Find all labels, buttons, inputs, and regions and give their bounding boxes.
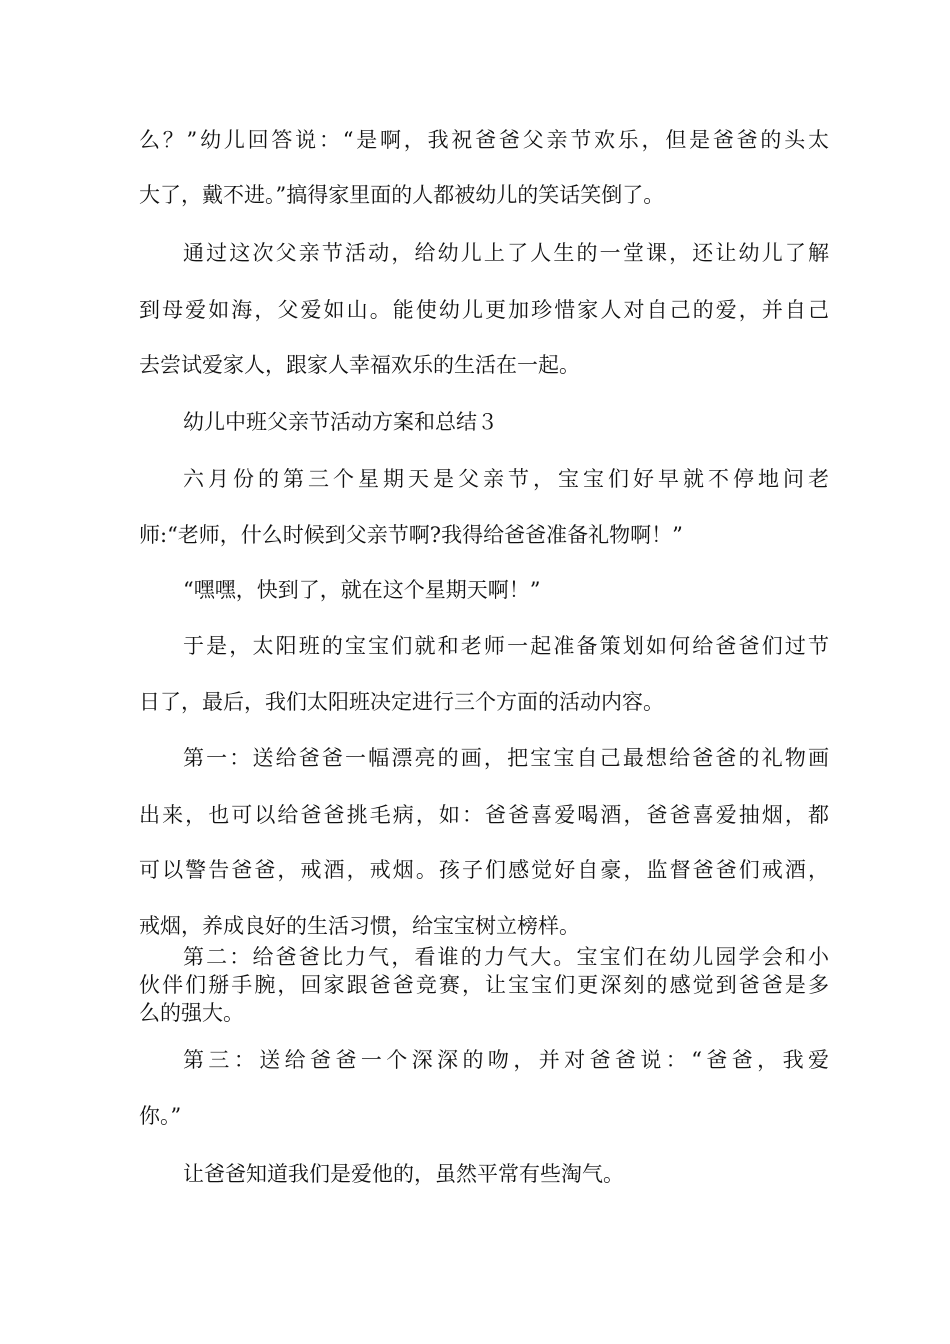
text-line: 日了，最后，我们太阳班决定进行三个方面的活动内容。 bbox=[139, 690, 664, 714]
text-line: 可以警告爸爸，戒酒，戒烟。孩子们感觉好自豪，监督爸爸们戒酒， bbox=[139, 858, 829, 882]
text-line: 戒烟，养成良好的生活习惯，给宝宝树立榜样。 bbox=[139, 914, 580, 938]
text-line: 第三：送给爸爸一个深深的吻，并对爸爸说：“爸爸，我爱 bbox=[183, 1048, 829, 1072]
text-line: 第二：给爸爸比力气，看谁的力气大。宝宝们在幼儿园学会和小 bbox=[183, 945, 829, 969]
text-line: 于是，太阳班的宝宝们就和老师一起准备策划如何给爸爸们过节 bbox=[183, 634, 829, 658]
text-line: 伙伴们掰手腕，回家跟爸爸竞赛，让宝宝们更深刻的感觉到爸爸是多 bbox=[139, 973, 829, 997]
text-line: 出来，也可以给爸爸挑毛病，如：爸爸喜爱喝酒，爸爸喜爱抽烟，都 bbox=[139, 803, 829, 827]
text-line: 么？”幼儿回答说：“是啊，我祝爸爸父亲节欢乐，但是爸爸的头太 bbox=[139, 128, 829, 152]
text-line: 师:“老师，什么时候到父亲节啊?我得给爸爸准备礼物啊！” bbox=[139, 523, 683, 547]
text-line: 通过这次父亲节活动，给幼儿上了人生的一堂课，还让幼儿了解 bbox=[183, 241, 829, 265]
text-line: 去尝试爱家人，跟家人幸福欢乐的生活在一起。 bbox=[139, 353, 580, 377]
text-line: 到母爱如海，父爱如山。能使幼儿更加珍惜家人对自己的爱，并自己 bbox=[139, 298, 829, 322]
text-line: 你。” bbox=[139, 1104, 182, 1128]
text-line: 大了，戴不进。”搞得家里面的人都被幼儿的笑话笑倒了。 bbox=[139, 183, 665, 207]
text-line: 让爸爸知道我们是爱他的，虽然平常有些淘气。 bbox=[183, 1162, 624, 1186]
text-line: 第一：送给爸爸一幅漂亮的画，把宝宝自己最想给爸爸的礼物画 bbox=[183, 746, 829, 770]
text-line: 么的强大。 bbox=[139, 1001, 244, 1025]
section-heading: 幼儿中班父亲节活动方案和总结３ bbox=[183, 410, 498, 434]
text-line: 六月份的第三个星期天是父亲节，宝宝们好早就不停地问老 bbox=[183, 467, 829, 491]
text-line: “嘿嘿，快到了，就在这个星期天啊！” bbox=[183, 578, 541, 602]
